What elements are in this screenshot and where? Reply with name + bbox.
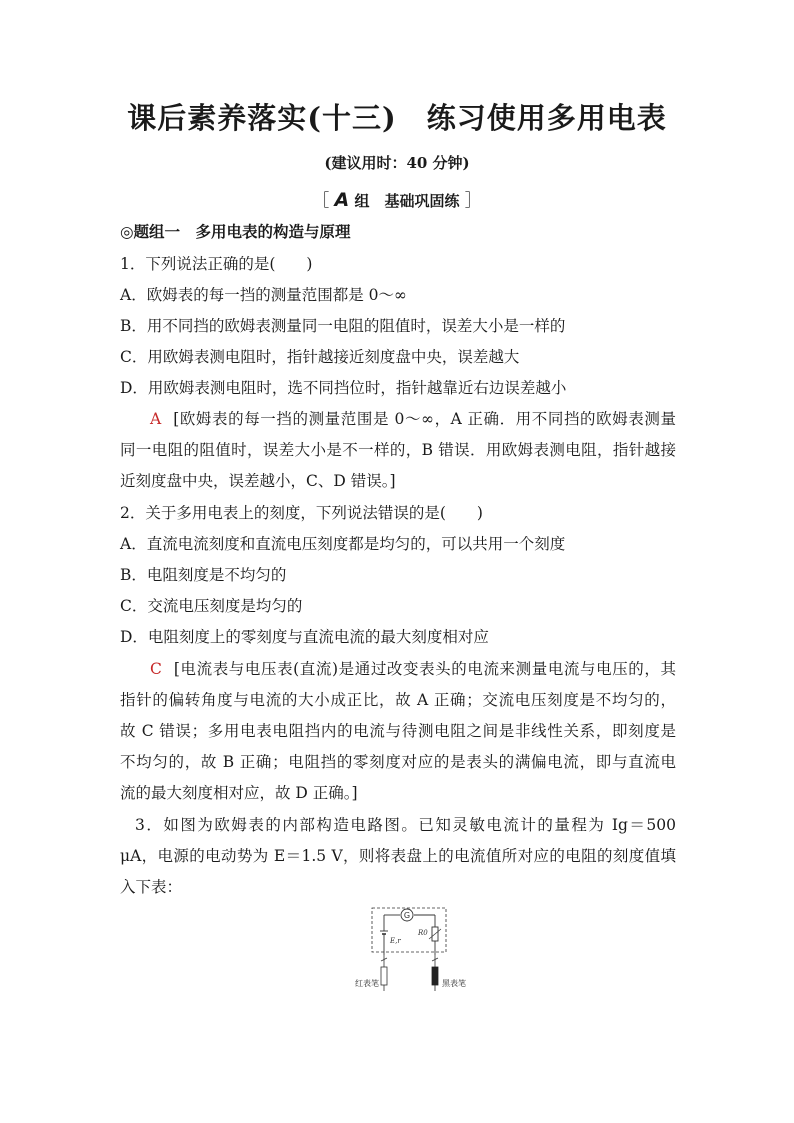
- red-probe-label: 红表笔: [355, 979, 379, 988]
- q3-line1: 3．如图为欧姆表的内部构造电路图。已知灵敏电流计的量程为 Ig＝500: [135, 816, 676, 834]
- r0-label: R0: [418, 929, 428, 937]
- q1-option-b: B．用不同挡的欧姆表测量同一电阻的阻值时，误差大小是一样的: [120, 317, 566, 335]
- q2-stem: 2．关于多用电表上的刻度，下列说法错误的是( ): [120, 504, 483, 522]
- q2-explanation-line3: 故 C 错误；多用电表电阻挡内的电流与待测电阻之间是非线性关系，即刻度是: [120, 722, 676, 740]
- q1-option-a: A．欧姆表的每一挡的测量范围都是 0～∞: [120, 286, 407, 304]
- group-heading: [0, 186, 794, 211]
- black-probe-icon: [432, 967, 438, 985]
- q2-answer: C: [150, 660, 162, 678]
- right-bracket: ］: [464, 191, 482, 211]
- topic-heading: ◎题组一 多用电表的构造与原理: [120, 222, 351, 241]
- galvanometer-label: G: [403, 911, 411, 920]
- q1-option-c: C．用欧姆表测电阻时，指针越接近刻度盘中央，误差越大: [120, 348, 520, 366]
- q1-explanation-line1: A [欧姆表的每一挡的测量范围是 0～∞，A 正确．用不同挡的欧姆表测量: [150, 410, 676, 428]
- ohmmeter-circuit-diagram: [345, 905, 475, 995]
- group-letter: A: [334, 189, 350, 211]
- page-title: 课后素养落实(十三) 练习使用多用电表: [127, 101, 667, 135]
- q2-option-a: A．直流电流刻度和直流电压刻度都是均匀的，可以共用一个刻度: [120, 535, 566, 553]
- q2-explanation-line4: 不均匀的，故 B 正确；电阻挡的零刻度对应的是表头的满偏电流，即与直流电: [120, 753, 676, 771]
- emf-label: E,r: [390, 937, 401, 945]
- red-probe-icon: [381, 967, 387, 985]
- q2-option-c: C．交流电压刻度是均匀的: [120, 597, 303, 615]
- black-probe-label: 黑表笔: [442, 979, 466, 988]
- q1-option-d: D．用欧姆表测电阻时，选不同挡位时，指针越靠近右边误差越小: [120, 379, 567, 397]
- q1-stem: 1．下列说法正确的是( ): [120, 255, 313, 273]
- q1-answer: A: [150, 410, 162, 428]
- q1-explanation-line3: 近刻度盘中央，误差越小，C、D 错误。]: [120, 472, 396, 490]
- q2-option-d: D．电阻刻度上的零刻度与直流电流的最大刻度相对应: [120, 628, 489, 646]
- time-suggestion: (建议用时：40 分钟): [324, 154, 470, 172]
- q2-option-b: B．电阻刻度是不均匀的: [120, 566, 287, 584]
- q3-line2: μA，电源的电动势为 E＝1.5 V，则将表盘上的电流值所对应的电阻的刻度值填: [120, 847, 676, 865]
- group-title: 组 基础巩固练: [354, 192, 460, 210]
- q2-explanation-line1: C [电流表与电压表(直流)是通过改变表头的电流来测量电流与电压的，其: [150, 660, 676, 678]
- q1-explanation-line2: 同一电阻的阻值时，误差大小是不一样的，B 错误．用欧姆表测电阻，指针越接: [120, 441, 676, 459]
- q3-line3: 入下表：: [120, 878, 183, 896]
- q2-explanation-line5: 流的最大刻度相对应，故 D 正确。]: [120, 784, 358, 802]
- left-bracket: ［: [312, 191, 330, 211]
- q2-explanation-line2: 指针的偏转角度与电流的大小成正比，故 A 正确；交流电压刻度是不均匀的，: [120, 691, 676, 709]
